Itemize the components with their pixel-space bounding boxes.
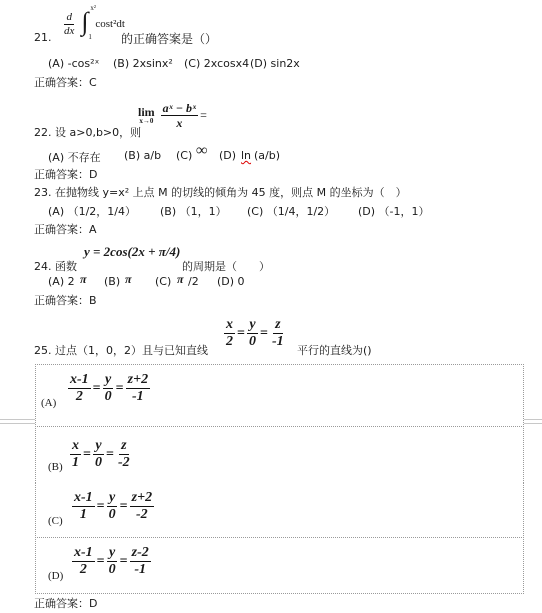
q22-stem: 22. 设 a>0,b>0，则 <box>34 126 142 139</box>
q24-option-b: (B) <box>104 275 121 288</box>
q23-stem: 23. 在抛物线 y=x² 上点 M 的切线的倾角为 45 度，则点 M 的坐标为（ ） <box>34 186 407 199</box>
q24-prefix: 24. 函数 <box>34 260 77 273</box>
pi-symbol: π <box>125 272 132 286</box>
q25-given-line: $\frac{x}{2}$ = $\frac{y}{0}$ = $\frac{z}{-1}$ <box>226 317 284 349</box>
pi-symbol: π <box>80 272 87 286</box>
limit-operator: lim x→0 <box>138 105 155 125</box>
q21-answer: 正确答案：C <box>34 76 97 89</box>
q24-option-c-suffix: /2 <box>188 275 199 288</box>
q24-option-a: (A) 2 <box>48 275 75 288</box>
q25-option-b: (B) $\frac{x}{1}$ = $\frac{y}{0}$ = $\frac{z}{-2}$ <box>35 426 524 485</box>
q23-option-a: (A) （1/2，1/4） <box>48 205 137 218</box>
pi-symbol: π <box>177 272 184 286</box>
q22-limit-formula: lim x→0 $\frac{\text{aˣ − bˣ}}{x}$ = <box>138 101 207 130</box>
q22-answer: 正确答案：D <box>34 168 98 181</box>
q23-option-c: (C) （1/4，1/2） <box>247 205 336 218</box>
q24-option-d: (D) 0 <box>217 275 245 288</box>
q22-option-d-ln: ln <box>241 149 252 162</box>
q22-option-c: (C) <box>176 149 193 162</box>
q21-stem: 的正确答案是（） <box>121 32 218 46</box>
q22-option-a: (A) 不存在 <box>48 151 101 164</box>
q25-option-a: (A) $\frac{x-1}{2}$ = $\frac{y}{0}$ = $\frac{z+2}{-1}$ <box>35 364 524 425</box>
infinity-symbol: ∞ <box>196 142 208 159</box>
q24-option-c: (C) <box>155 275 172 288</box>
q25-option-c-formula: $\frac{x-1}{1}$ = $\frac{y}{0}$ = $\frac{z+2}{-2}$ <box>74 490 153 522</box>
derivative-operator: $\frac{d}{dx}$ <box>64 10 75 37</box>
q21-formula: $\frac{d}{dx}$ ∫ x² 1 cost²dt <box>64 4 125 41</box>
q23-option-b: (B) （1，1） <box>160 205 227 218</box>
q25-option-d: (D) $\frac{x-1}{2}$ = $\frac{y}{0}$ = $\frac{z-2}{-1}$ <box>35 537 524 594</box>
q25-suffix: 平行的直线为() <box>297 344 372 357</box>
q23-option-d: (D) （-1，1） <box>358 205 430 218</box>
q21-option-a: (A) -cos²ˣ <box>48 57 100 70</box>
q21-option-b: (B) 2xsinx² <box>113 57 173 70</box>
q22-option-d: (D) <box>219 149 237 162</box>
q24-answer: 正确答案：B <box>34 294 97 307</box>
limit-fraction: $\frac{\text{aˣ − bˣ}}{x}$ <box>162 101 197 130</box>
q25-option-d-formula: $\frac{x-1}{2}$ = $\frac{y}{0}$ = $\frac{z-2}{-1}$ <box>74 545 149 577</box>
q22-option-b: (B) a/b <box>124 149 162 162</box>
q24-suffix: 的周期是（ ） <box>182 260 270 273</box>
q25-option-b-formula: $\frac{x}{1}$ = $\frac{y}{0}$ = $\frac{z}{-2}$ <box>72 438 130 470</box>
q21-option-c: (C) 2xcosx4 <box>184 57 250 70</box>
integral-sign: ∫ x² 1 <box>81 4 96 41</box>
q23-answer: 正确答案：A <box>34 223 97 236</box>
q25-option-c: (C) $\frac{x-1}{1}$ = $\frac{y}{0}$ = $\frac{z+2}{-2}$ <box>35 483 524 538</box>
q22-option-d-arg: (a/b) <box>254 149 281 162</box>
q25-stem: 25. 过点（1，0，2）且与已知直线 <box>34 344 208 357</box>
q25-option-a-formula: $\frac{x-1}{2}$ = $\frac{y}{0}$ = $\frac{z+2}{-1}$ <box>70 372 149 404</box>
q25-answer: 正确答案：D <box>34 597 98 610</box>
q24-formula: y = 2cos(2x + π/4) <box>84 244 181 259</box>
q21-number: 21. <box>34 31 52 44</box>
q21-option-d: (D) sin2x <box>250 57 300 70</box>
